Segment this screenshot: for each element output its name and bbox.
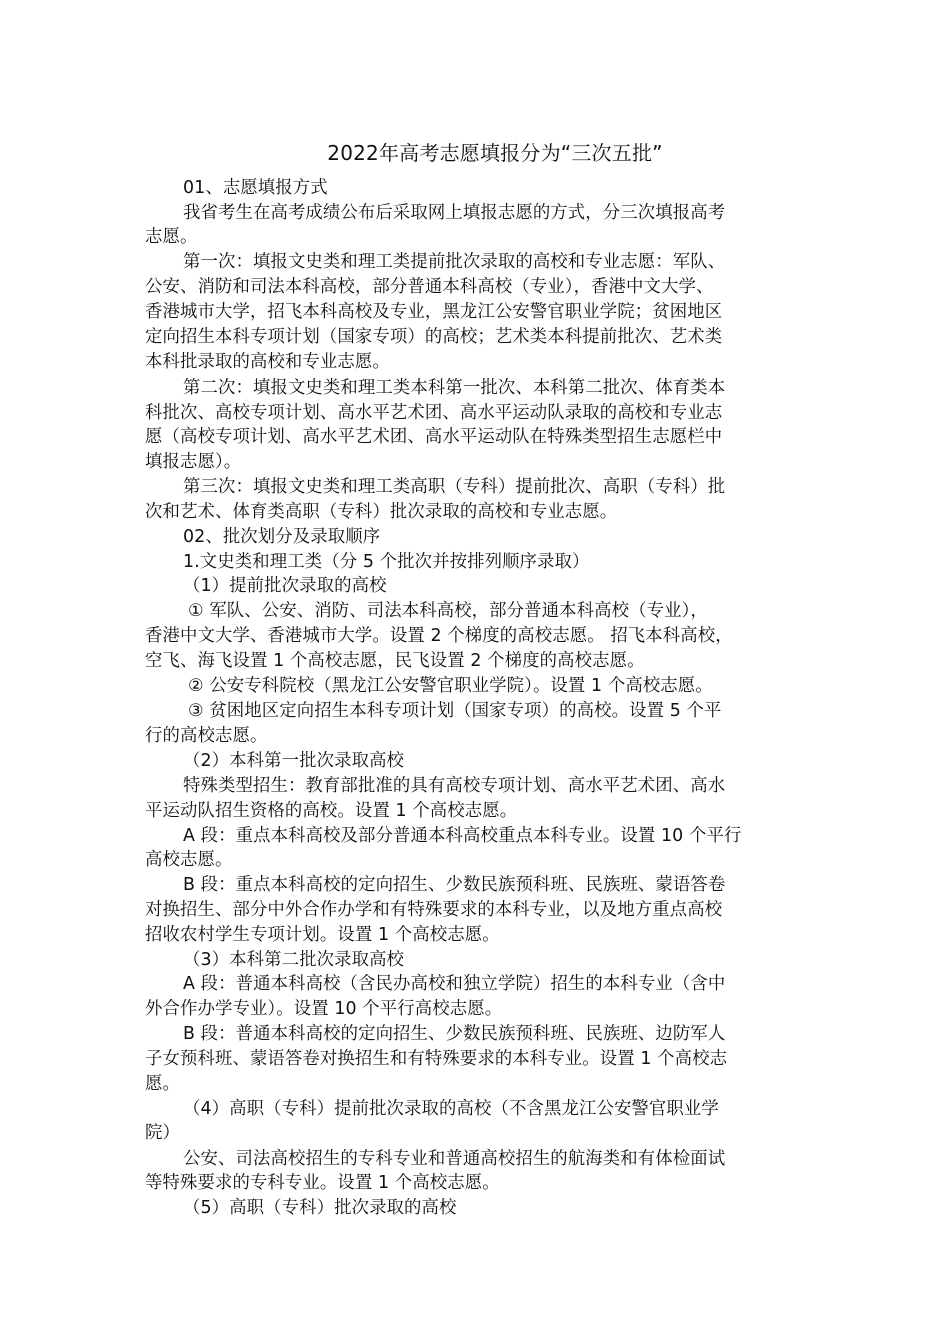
paragraph-line: 高校志愿。 [145, 850, 233, 870]
paragraph-line: 外合作办学专业）。设置 10 个平行高校志愿。 [145, 999, 503, 1019]
subheading: （3）本科第二批次录取高校 [183, 950, 405, 970]
paragraph-line: A 段：重点本科高校及部分普通本科高校重点本科专业。设置 10 个平行 [183, 826, 742, 846]
paragraph-line: 平运动队招生资格的高校。设置 1 个高校志愿。 [145, 801, 518, 821]
paragraph-line: 香港城市大学，招飞本科高校及专业，黑龙江公安警官职业学院；贫困地区 [145, 302, 723, 322]
document-title: 2022年高考志愿填报分为“三次五批” [327, 141, 663, 165]
paragraph-line: 公安、消防和司法本科高校，部分普通本科高校（专业），香港中文大学、 [145, 277, 714, 297]
paragraph-line: 等特殊要求的专科专业。设置 1 个高校志愿。 [145, 1173, 500, 1193]
paragraph-line: 子女预科班、蒙语答卷对换招生和有特殊要求的本科专业。设置 1 个高校志 [145, 1049, 728, 1069]
paragraph-line: 第三次：填报文史类和理工类高职（专科）提前批次、高职（专科）批 [183, 477, 726, 497]
paragraph-line: B 段：重点本科高校的定向招生、少数民族预科班、民族班、蒙语答卷 [183, 875, 726, 895]
list-item: ③ 贫困地区定向招生本科专项计划（国家专项）的高校。设置 5 个平 [188, 701, 722, 721]
subheading: （5）高职（专科）批次录取的高校 [183, 1198, 457, 1218]
paragraph-line: 定向招生本科专项计划（国家专项）的高校；艺术类本科提前批次、艺术类 [145, 327, 723, 347]
paragraph-line: 公安、司法高校招生的专科专业和普通高校招生的航海类和有体检面试 [183, 1149, 726, 1169]
paragraph-line: B 段：普通本科高校的定向招生、少数民族预科班、民族班、边防军人 [183, 1024, 726, 1044]
paragraph-line: 对换招生、部分中外合作办学和有特殊要求的本科专业，以及地方重点高校 [145, 900, 723, 920]
paragraph-line: 科批次、高校专项计划、高水平艺术团、高水平运动队录取的高校和专业志 [145, 403, 723, 423]
paragraph-line: 行的高校志愿。 [145, 726, 268, 746]
paragraph-line: 特殊类型招生：教育部批准的具有高校专项计划、高水平艺术团、高水 [183, 776, 726, 796]
paragraph-line: 第二次：填报文史类和理工类本科第一批次、本科第二批次、体育类本 [183, 378, 726, 398]
paragraph-line: 次和艺术、体育类高职（专科）批次录取的高校和专业志愿。 [145, 502, 618, 522]
list-item: ① 军队、公安、消防、司法本科高校，部分普通本科高校（专业）， [188, 601, 708, 621]
paragraph-line: 招收农村学生专项计划。设置 1 个高校志愿。 [145, 925, 500, 945]
heading-01: 01、志愿填报方式 [183, 178, 328, 198]
paragraph-line: 院） [145, 1123, 180, 1143]
heading-02: 02、批次划分及录取顺序 [183, 527, 381, 547]
paragraph-line: 本科批录取的高校和专业志愿。 [145, 352, 390, 372]
paragraph-line: 愿（高校专项计划、高水平艺术团、高水平运动队在特殊类型招生志愿栏中 [145, 427, 723, 447]
paragraph-line: 香港中文大学、香港城市大学。设置 2 个梯度的高校志愿。 招飞本科高校， [145, 626, 733, 646]
paragraph-line: 填报志愿）。 [145, 452, 242, 472]
subheading: （1）提前批次录取的高校 [183, 576, 387, 596]
subheading: 1.文史类和理工类（分 5 个批次并按排列顺序录取） [183, 552, 590, 572]
paragraph-line: 志愿。 [145, 227, 198, 247]
list-item: ② 公安专科院校（黑龙江公安警官职业学院）。设置 1 个高校志愿。 [188, 676, 713, 696]
paragraph-line: 我省考生在高考成绩公布后采取网上填报志愿的方式，分三次填报高考 [183, 203, 726, 223]
paragraph-line: 第一次：填报文史类和理工类提前批次录取的高校和专业志愿：军队、 [183, 252, 726, 272]
subheading: （2）本科第一批次录取高校 [183, 751, 405, 771]
paragraph-line: 空飞、海飞设置 1 个高校志愿，民飞设置 2 个梯度的高校志愿。 [145, 651, 645, 671]
paragraph-line: 愿。 [145, 1074, 180, 1094]
paragraph-line: A 段：普通本科高校（含民办高校和独立学院）招生的本科专业（含中 [183, 974, 726, 994]
subheading: （4）高职（专科）提前批次录取的高校（不含黑龙江公安警官职业学 [183, 1099, 719, 1119]
